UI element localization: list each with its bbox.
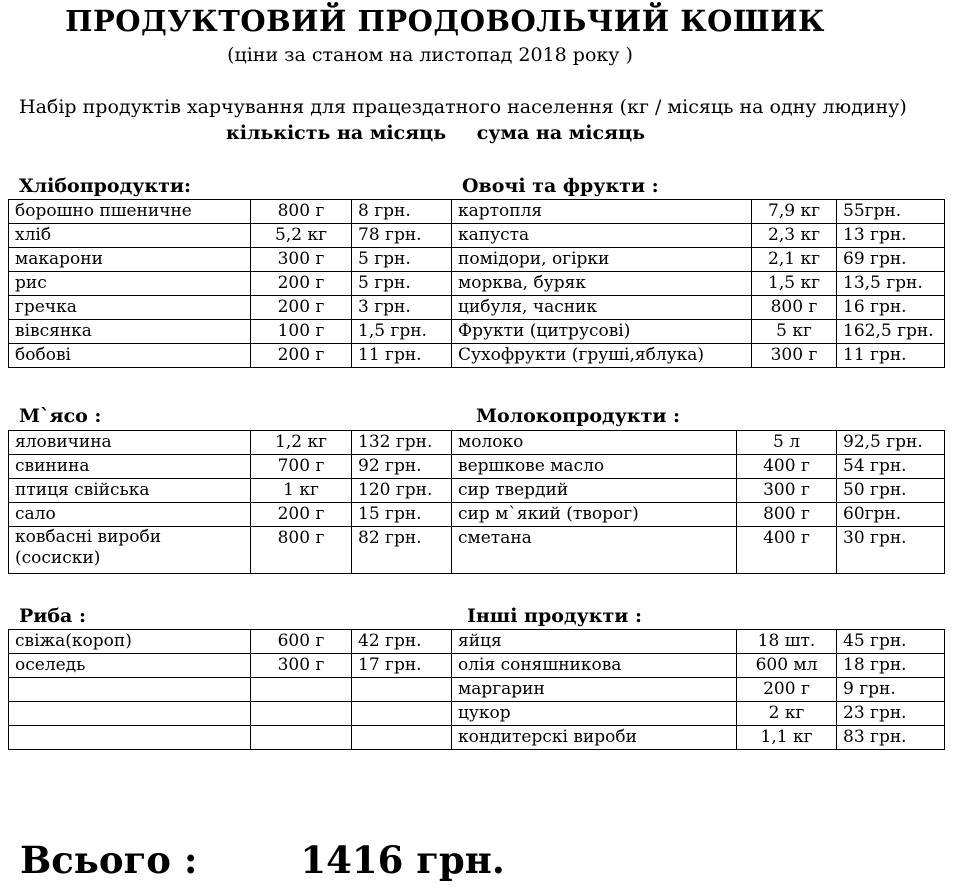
- total-value: 1416 грн.: [300, 838, 505, 882]
- section-title-bread: Хлібопродукти:: [19, 175, 191, 197]
- table-row: [9, 726, 945, 750]
- left-product-cell: яловичина: [9, 431, 251, 455]
- left-price-cell: 17 грн.: [352, 654, 452, 678]
- left-price-cell: [352, 726, 452, 750]
- right-product-cell: цукор: [452, 702, 737, 726]
- left-product-cell: оселедь: [9, 654, 251, 678]
- left-quantity-cell: [251, 678, 352, 702]
- left-quantity-cell: 5,2 кг: [251, 224, 352, 248]
- right-product-cell: морква, буряк: [452, 272, 752, 296]
- left-quantity-cell: 1 кг: [251, 479, 352, 503]
- right-quantity-cell: 300 г: [752, 344, 837, 368]
- section-title-veg: Овочі та фрукти :: [462, 175, 659, 197]
- left-price-cell: 1,5 грн.: [352, 320, 452, 344]
- table-row: [9, 702, 945, 726]
- left-price-cell: [352, 702, 452, 726]
- right-product-cell: сир м`який (творог): [452, 503, 737, 527]
- page-title: ПРОДУКТОВИЙ ПРОДОВОЛЬЧИЙ КОШИК: [65, 4, 825, 38]
- right-product-cell: Фрукти (цитрусові): [452, 320, 752, 344]
- section-title-fish: Риба :: [19, 605, 86, 627]
- left-product-cell: сало: [9, 503, 251, 527]
- right-quantity-cell: 400 г: [737, 527, 837, 574]
- left-price-cell: 8 грн.: [352, 200, 452, 224]
- left-price-cell: 132 грн.: [352, 431, 452, 455]
- right-quantity-cell: 2 кг: [737, 702, 837, 726]
- left-quantity-cell: [251, 702, 352, 726]
- right-price-cell: 11 грн.: [837, 344, 945, 368]
- table-row: [9, 272, 945, 296]
- right-price-cell: 16 грн.: [837, 296, 945, 320]
- right-quantity-cell: 1,5 кг: [752, 272, 837, 296]
- right-quantity-cell: 800 г: [737, 503, 837, 527]
- right-price-cell: 92,5 грн.: [837, 431, 945, 455]
- right-product-cell: сметана: [452, 527, 737, 574]
- right-price-cell: 23 грн.: [837, 702, 945, 726]
- left-price-cell: 78 грн.: [352, 224, 452, 248]
- table-row: [9, 678, 945, 702]
- left-product-cell: [9, 678, 251, 702]
- page-subtitle: (ціни за станом на листопад 2018 року ): [227, 44, 633, 66]
- right-price-cell: 162,5 грн.: [837, 320, 945, 344]
- right-price-cell: 83 грн.: [837, 726, 945, 750]
- right-quantity-cell: 400 г: [737, 455, 837, 479]
- table-row: [9, 296, 945, 320]
- left-price-cell: 15 грн.: [352, 503, 452, 527]
- right-quantity-cell: 300 г: [737, 479, 837, 503]
- right-product-cell: капуста: [452, 224, 752, 248]
- left-quantity-cell: 800 г: [251, 527, 352, 574]
- table-row: [9, 630, 945, 654]
- left-product-cell: свіжа(короп): [9, 630, 251, 654]
- right-product-cell: картопля: [452, 200, 752, 224]
- right-price-cell: 18 грн.: [837, 654, 945, 678]
- right-product-cell: сир твердий: [452, 479, 737, 503]
- left-quantity-cell: 100 г: [251, 320, 352, 344]
- right-product-cell: Сухофрукти (груші,яблука): [452, 344, 752, 368]
- table-row: [9, 455, 945, 479]
- right-quantity-cell: 5 л: [737, 431, 837, 455]
- left-product-cell: птиця свійська: [9, 479, 251, 503]
- left-product-cell: рис: [9, 272, 251, 296]
- right-quantity-cell: 1,1 кг: [737, 726, 837, 750]
- column-captions: [226, 122, 645, 144]
- total-label: Всього :: [20, 838, 198, 882]
- products-table-1: [8, 199, 945, 368]
- right-product-cell: яйця: [452, 630, 737, 654]
- left-product-cell: ковбасні вироби (сосиски): [9, 527, 251, 574]
- right-product-cell: олія соняшникова: [452, 654, 737, 678]
- table-row: [9, 320, 945, 344]
- right-quantity-cell: 800 г: [752, 296, 837, 320]
- right-quantity-cell: 5 кг: [752, 320, 837, 344]
- left-quantity-cell: 800 г: [251, 200, 352, 224]
- left-quantity-cell: 200 г: [251, 344, 352, 368]
- left-quantity-cell: 700 г: [251, 455, 352, 479]
- left-quantity-cell: 1,2 кг: [251, 431, 352, 455]
- table-row: [9, 248, 945, 272]
- left-price-cell: 5 грн.: [352, 248, 452, 272]
- right-price-cell: 13 грн.: [837, 224, 945, 248]
- table-row: [9, 654, 945, 678]
- left-quantity-cell: 200 г: [251, 272, 352, 296]
- left-price-cell: 42 грн.: [352, 630, 452, 654]
- left-product-cell: макарони: [9, 248, 251, 272]
- left-price-cell: 120 грн.: [352, 479, 452, 503]
- left-price-cell: 92 грн.: [352, 455, 452, 479]
- table-row: [9, 527, 945, 574]
- left-product-cell: свинина: [9, 455, 251, 479]
- left-product-cell: [9, 702, 251, 726]
- right-quantity-cell: 600 мл: [737, 654, 837, 678]
- table-row: [9, 431, 945, 455]
- left-price-cell: 82 грн.: [352, 527, 452, 574]
- right-quantity-cell: 200 г: [737, 678, 837, 702]
- left-price-cell: 3 грн.: [352, 296, 452, 320]
- table-row: [9, 224, 945, 248]
- left-product-cell: вівсянка: [9, 320, 251, 344]
- section-title-other: Інші продукти :: [467, 605, 642, 627]
- right-price-cell: 50 грн.: [837, 479, 945, 503]
- right-product-cell: кондитерскі вироби: [452, 726, 737, 750]
- left-product-cell: гречка: [9, 296, 251, 320]
- right-quantity-cell: 7,9 кг: [752, 200, 837, 224]
- right-price-cell: 45 грн.: [837, 630, 945, 654]
- left-quantity-cell: [251, 726, 352, 750]
- left-price-cell: [352, 678, 452, 702]
- left-quantity-cell: 300 г: [251, 248, 352, 272]
- products-table-2: [8, 430, 945, 574]
- products-table-3: [8, 629, 945, 750]
- caption-sum: сума на місяць: [476, 122, 646, 144]
- right-product-cell: маргарин: [452, 678, 737, 702]
- left-product-cell: бобові: [9, 344, 251, 368]
- right-price-cell: 69 грн.: [837, 248, 945, 272]
- left-price-cell: 5 грн.: [352, 272, 452, 296]
- section-title-meat: М`ясо :: [19, 405, 102, 427]
- right-price-cell: 9 грн.: [837, 678, 945, 702]
- right-price-cell: 30 грн.: [837, 527, 945, 574]
- right-product-cell: молоко: [452, 431, 737, 455]
- right-price-cell: 13,5 грн.: [837, 272, 945, 296]
- table-row: [9, 200, 945, 224]
- left-product-cell: борошно пшеничне: [9, 200, 251, 224]
- left-quantity-cell: 600 г: [251, 630, 352, 654]
- left-quantity-cell: 300 г: [251, 654, 352, 678]
- table-row: [9, 479, 945, 503]
- right-price-cell: 55грн.: [837, 200, 945, 224]
- left-quantity-cell: 200 г: [251, 503, 352, 527]
- intro-text: Набір продуктів харчування для працездатного населення (кг / місяць на одну людину): [19, 96, 907, 118]
- right-price-cell: 54 грн.: [837, 455, 945, 479]
- right-product-cell: помідори, огірки: [452, 248, 752, 272]
- left-quantity-cell: 200 г: [251, 296, 352, 320]
- left-price-cell: 11 грн.: [352, 344, 452, 368]
- table-row: [9, 344, 945, 368]
- right-price-cell: 60грн.: [837, 503, 945, 527]
- left-product-cell: [9, 726, 251, 750]
- right-product-cell: цибуля, часник: [452, 296, 752, 320]
- table-row: [9, 503, 945, 527]
- total-line: [20, 838, 505, 882]
- left-product-cell: хліб: [9, 224, 251, 248]
- right-quantity-cell: 2,1 кг: [752, 248, 837, 272]
- right-product-cell: вершкове масло: [452, 455, 737, 479]
- right-quantity-cell: 2,3 кг: [752, 224, 837, 248]
- right-quantity-cell: 18 шт.: [737, 630, 837, 654]
- caption-quantity: кількість на місяць: [226, 122, 447, 144]
- section-title-dairy: Молокопродукти :: [476, 405, 681, 427]
